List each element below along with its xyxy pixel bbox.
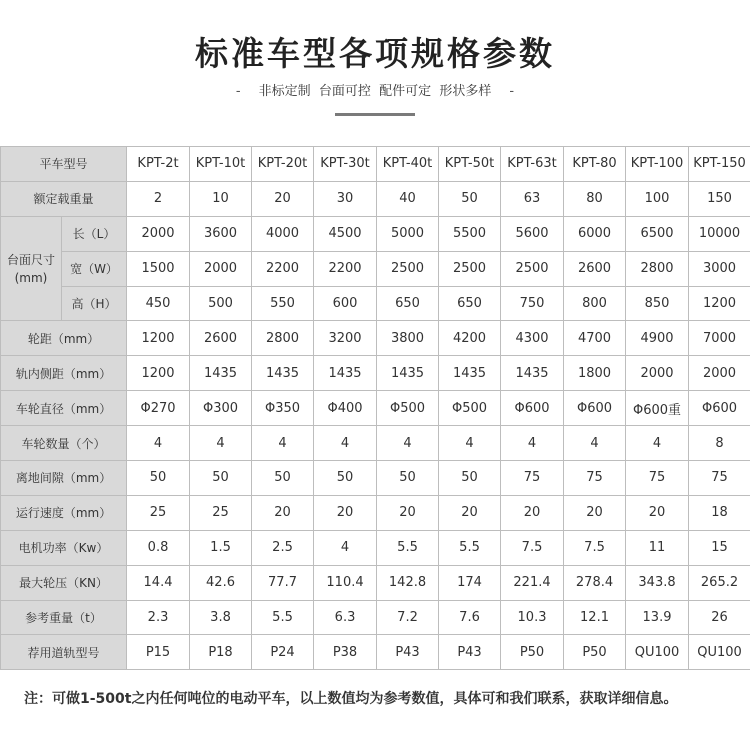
- table-cell: 1435: [439, 356, 501, 391]
- table-row: [1, 251, 750, 286]
- row-label: 离地间隙（mm）: [1, 461, 127, 496]
- table-cell: 3200: [314, 321, 377, 356]
- table-cell: P50: [564, 635, 626, 670]
- table-cell: 63: [501, 181, 564, 216]
- table-cell: 50: [190, 461, 252, 496]
- title-underline: [335, 113, 415, 116]
- subtitle-item: 配件可定: [379, 84, 432, 99]
- subtitle-item: 形状多样: [439, 84, 492, 99]
- subtitle-dash-right: -: [509, 84, 515, 99]
- table-cell: 2800: [626, 251, 689, 286]
- table-cell: 6500: [626, 216, 689, 251]
- row-label: 轨内侧距（mm）: [1, 356, 127, 391]
- row-label: 平车型号: [1, 147, 127, 182]
- table-cell: 25: [127, 495, 190, 530]
- table-cell: 2000: [190, 251, 252, 286]
- table-cell: 1200: [127, 356, 190, 391]
- table-cell: 4: [439, 426, 501, 461]
- table-cell: 80: [564, 181, 626, 216]
- table-cell: 5600: [501, 216, 564, 251]
- model-header-cell: KPT-20t: [252, 147, 314, 182]
- table-cell: QU100: [689, 635, 750, 670]
- row-label: 电机功率（Kw）: [1, 530, 127, 565]
- subtitle-dash-left: -: [235, 84, 241, 99]
- table-cell: Φ600: [501, 391, 564, 426]
- table-cell: P38: [314, 635, 377, 670]
- table-cell: 40: [377, 181, 439, 216]
- table-cell: 5.5: [439, 530, 501, 565]
- model-header-cell: KPT-80: [564, 147, 626, 182]
- table-cell: Φ350: [252, 391, 314, 426]
- table-cell: 20: [564, 495, 626, 530]
- table-cell: 1500: [127, 251, 190, 286]
- table-cell: 20: [377, 495, 439, 530]
- table-cell: 2000: [689, 356, 750, 391]
- table-cell: Φ500: [377, 391, 439, 426]
- table-cell: 1.5: [190, 530, 252, 565]
- table-cell: 5000: [377, 216, 439, 251]
- table-cell: 4000: [252, 216, 314, 251]
- row-label: 参考重量（t）: [1, 600, 127, 635]
- table-size-group-label: [1, 216, 62, 321]
- table-cell: 2200: [252, 251, 314, 286]
- table-cell: 3800: [377, 321, 439, 356]
- table-cell: 10.3: [501, 600, 564, 635]
- table-cell: 750: [501, 286, 564, 321]
- table-cell: 1200: [127, 321, 190, 356]
- table-cell: 7000: [689, 321, 750, 356]
- table-cell: 450: [127, 286, 190, 321]
- sub-row-label: 长（L）: [62, 216, 127, 251]
- table-cell: 14.4: [127, 565, 190, 600]
- table-cell: P15: [127, 635, 190, 670]
- table-cell: 15: [689, 530, 750, 565]
- table-row: [1, 530, 750, 565]
- model-header-cell: KPT-10t: [190, 147, 252, 182]
- row-label: 轮距（mm）: [1, 321, 127, 356]
- table-cell: 10: [190, 181, 252, 216]
- table-cell: 2000: [626, 356, 689, 391]
- table-cell: 8: [689, 426, 750, 461]
- table-cell: 110.4: [314, 565, 377, 600]
- model-header-cell: KPT-50t: [439, 147, 501, 182]
- subtitle-item: 非标定制: [258, 84, 311, 99]
- table-cell: 1800: [564, 356, 626, 391]
- table-cell: 1435: [252, 356, 314, 391]
- table-cell: 20: [626, 495, 689, 530]
- table-row: [1, 635, 750, 670]
- table-cell: 6000: [564, 216, 626, 251]
- table-cell: 5.5: [252, 600, 314, 635]
- table-cell: 26: [689, 600, 750, 635]
- model-header-cell: KPT-2t: [127, 147, 190, 182]
- table-cell: 4: [564, 426, 626, 461]
- table-cell: Φ600重: [626, 391, 689, 426]
- table-cell: 75: [501, 461, 564, 496]
- table-cell: 6.3: [314, 600, 377, 635]
- table-cell: P50: [501, 635, 564, 670]
- table-cell: 650: [439, 286, 501, 321]
- table-cell: 20: [439, 495, 501, 530]
- row-label: 车轮直径（mm）: [1, 391, 127, 426]
- table-cell: 7.2: [377, 600, 439, 635]
- table-cell: 4700: [564, 321, 626, 356]
- table-cell: 7.5: [564, 530, 626, 565]
- table-row: [1, 600, 750, 635]
- table-cell: 50: [127, 461, 190, 496]
- table-cell: 1435: [314, 356, 377, 391]
- table-cell: 2600: [190, 321, 252, 356]
- table-cell: 800: [564, 286, 626, 321]
- table-cell: 50: [252, 461, 314, 496]
- table-cell: 77.7: [252, 565, 314, 600]
- table-cell: 20: [252, 495, 314, 530]
- table-row: [1, 391, 750, 426]
- table-cell: 30: [314, 181, 377, 216]
- table-header-row: [1, 147, 750, 182]
- table-cell: 42.6: [190, 565, 252, 600]
- table-cell: 850: [626, 286, 689, 321]
- table-cell: 4500: [314, 216, 377, 251]
- table-cell: 4: [127, 426, 190, 461]
- table-cell: 11: [626, 530, 689, 565]
- table-cell: 13.9: [626, 600, 689, 635]
- table-cell: 7.5: [501, 530, 564, 565]
- table-cell: 150: [689, 181, 750, 216]
- table-cell: 12.1: [564, 600, 626, 635]
- table-cell: 2200: [314, 251, 377, 286]
- table-cell: 50: [439, 181, 501, 216]
- table-cell: 278.4: [564, 565, 626, 600]
- table-cell: 100: [626, 181, 689, 216]
- table-cell: 4200: [439, 321, 501, 356]
- table-cell: 4300: [501, 321, 564, 356]
- table-cell: QU100: [626, 635, 689, 670]
- table-row: [1, 426, 750, 461]
- sub-row-label: 宽（W）: [62, 251, 127, 286]
- table-cell: 3600: [190, 216, 252, 251]
- table-cell: 550: [252, 286, 314, 321]
- table-cell: 2500: [377, 251, 439, 286]
- table-cell: 4: [377, 426, 439, 461]
- row-label: 运行速度（mm）: [1, 495, 127, 530]
- group-label-line: (mm): [14, 270, 48, 285]
- table-cell: 5500: [439, 216, 501, 251]
- table-cell: 343.8: [626, 565, 689, 600]
- table-cell: P43: [377, 635, 439, 670]
- table-cell: P18: [190, 635, 252, 670]
- table-cell: 221.4: [501, 565, 564, 600]
- row-label: 额定载重量: [1, 181, 127, 216]
- table-cell: 3000: [689, 251, 750, 286]
- table-cell: 265.2: [689, 565, 750, 600]
- table-cell: 25: [190, 495, 252, 530]
- table-cell: 650: [377, 286, 439, 321]
- table-row: [1, 321, 750, 356]
- table-cell: 75: [626, 461, 689, 496]
- table-cell: 1435: [377, 356, 439, 391]
- table-row: [1, 461, 750, 496]
- table-cell: 2500: [501, 251, 564, 286]
- table-cell: 50: [439, 461, 501, 496]
- model-header-cell: KPT-40t: [377, 147, 439, 182]
- table-cell: 75: [689, 461, 750, 496]
- table-cell: 4: [190, 426, 252, 461]
- table-cell: 2000: [127, 216, 190, 251]
- table-cell: 2600: [564, 251, 626, 286]
- model-header-cell: KPT-30t: [314, 147, 377, 182]
- table-cell: 142.8: [377, 565, 439, 600]
- subtitle: [0, 80, 750, 99]
- table-cell: 50: [314, 461, 377, 496]
- table-cell: 2800: [252, 321, 314, 356]
- table-cell: 2500: [439, 251, 501, 286]
- table-cell: 500: [190, 286, 252, 321]
- footnote: 注：可做1-500t之内任何吨位的电动平车，以上数值均为参考数值，具体可和我们联系，获取详细信息。: [24, 691, 678, 707]
- table-cell: Φ270: [127, 391, 190, 426]
- table-cell: 4: [314, 426, 377, 461]
- table-cell: Φ500: [439, 391, 501, 426]
- table-cell: 20: [252, 181, 314, 216]
- table-row: [1, 286, 750, 321]
- table-cell: 1200: [689, 286, 750, 321]
- table-cell: 2.5: [252, 530, 314, 565]
- table-cell: 20: [501, 495, 564, 530]
- table-cell: 3.8: [190, 600, 252, 635]
- table-cell: Φ600: [564, 391, 626, 426]
- table-cell: 50: [377, 461, 439, 496]
- table-cell: 75: [564, 461, 626, 496]
- table-cell: 4: [252, 426, 314, 461]
- table-cell: 4: [501, 426, 564, 461]
- table-cell: 4900: [626, 321, 689, 356]
- table-cell: P24: [252, 635, 314, 670]
- spec-table: [0, 146, 750, 670]
- table-cell: Φ400: [314, 391, 377, 426]
- group-label-line: 台面尺寸: [6, 252, 55, 267]
- table-row: [1, 565, 750, 600]
- model-header-cell: KPT-150: [689, 147, 750, 182]
- table-row: [1, 216, 750, 251]
- row-label: 最大轮压（KN）: [1, 565, 127, 600]
- table-cell: 4: [314, 530, 377, 565]
- table-cell: 2: [127, 181, 190, 216]
- table-cell: 7.6: [439, 600, 501, 635]
- page-title: 标准车型各项规格参数: [195, 34, 555, 73]
- subtitle-item: 台面可控: [318, 84, 371, 99]
- table-cell: 2.3: [127, 600, 190, 635]
- table-cell: 18: [689, 495, 750, 530]
- table-cell: 20: [314, 495, 377, 530]
- table-cell: 1435: [190, 356, 252, 391]
- table-row: [1, 495, 750, 530]
- row-label: 车轮数量（个）: [1, 426, 127, 461]
- table-cell: 174: [439, 565, 501, 600]
- table-cell: 600: [314, 286, 377, 321]
- table-row: [1, 181, 750, 216]
- row-label: 荐用道轨型号: [1, 635, 127, 670]
- table-cell: 4: [626, 426, 689, 461]
- table-cell: P43: [439, 635, 501, 670]
- model-header-cell: KPT-100: [626, 147, 689, 182]
- table-cell: 10000: [689, 216, 750, 251]
- sub-row-label: 高（H）: [62, 286, 127, 321]
- table-cell: 0.8: [127, 530, 190, 565]
- model-header-cell: KPT-63t: [501, 147, 564, 182]
- table-cell: 5.5: [377, 530, 439, 565]
- table-cell: Φ300: [190, 391, 252, 426]
- table-cell: Φ600: [689, 391, 750, 426]
- table-cell: 1435: [501, 356, 564, 391]
- table-row: [1, 356, 750, 391]
